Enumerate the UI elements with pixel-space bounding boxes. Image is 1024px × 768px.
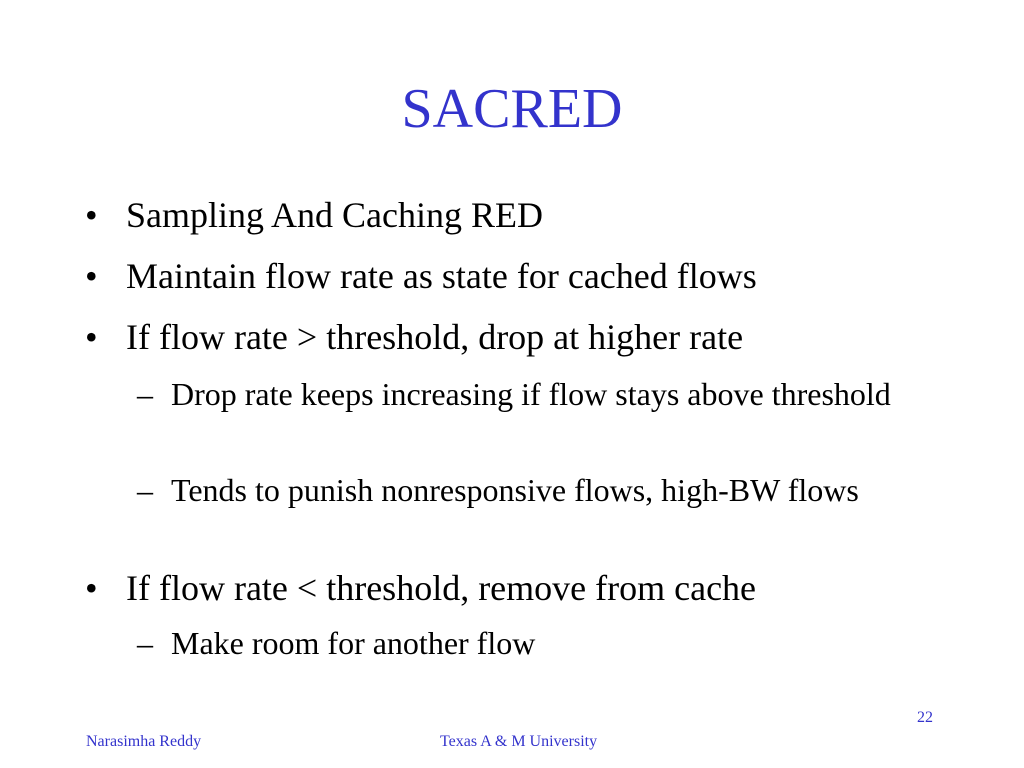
dash-icon: – bbox=[137, 376, 153, 412]
footer-author: Narasimha Reddy bbox=[86, 733, 202, 750]
bullet-text: If flow rate < threshold, remove from cache bbox=[126, 568, 757, 608]
sub-bullet-text: Drop rate keeps increasing if flow stays above threshold bbox=[171, 376, 891, 412]
sub-bullet-text: Make room for another flow bbox=[171, 625, 536, 661]
bullet-text: Sampling And Caching RED bbox=[126, 195, 543, 235]
bullet-icon: • bbox=[85, 317, 98, 357]
bullet-icon: • bbox=[85, 568, 98, 608]
slide-title: SACRED bbox=[401, 78, 623, 140]
dash-icon: – bbox=[137, 472, 153, 508]
dash-icon: – bbox=[137, 625, 153, 661]
bullet-text: Maintain flow rate as state for cached flows bbox=[126, 256, 757, 296]
bullet-icon: • bbox=[85, 256, 98, 296]
sub-bullet-text: Tends to punish nonresponsive flows, high-BW flows bbox=[171, 472, 859, 508]
page-number: 22 bbox=[917, 709, 933, 726]
bullet-text: If flow rate > threshold, drop at higher rate bbox=[126, 317, 744, 357]
bullet-icon: • bbox=[85, 195, 98, 235]
footer-institution: Texas A & M University bbox=[440, 733, 598, 750]
